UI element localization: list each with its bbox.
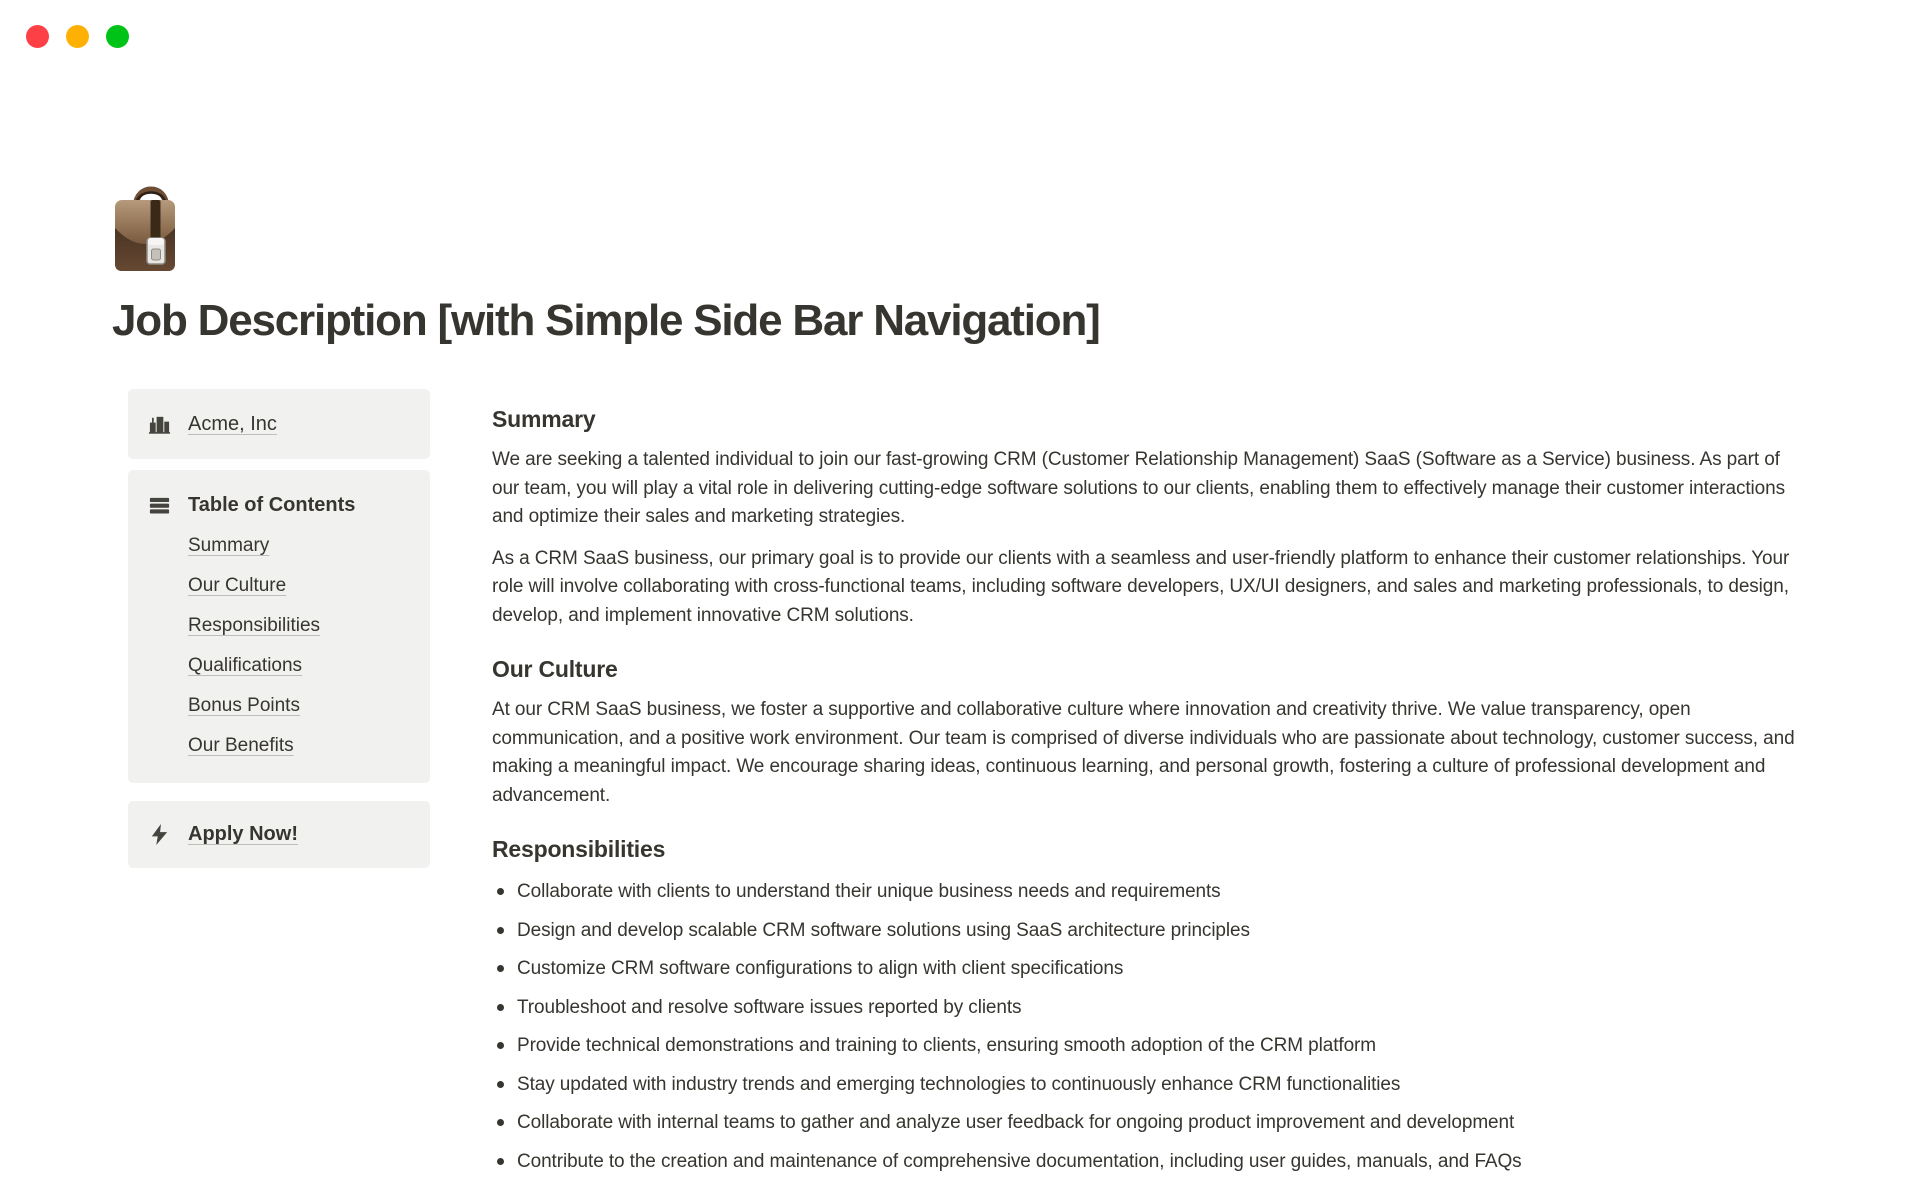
building-icon bbox=[148, 413, 171, 436]
section-heading: Our Culture bbox=[492, 656, 618, 682]
toc-link-our-benefits[interactable]: Our Benefits bbox=[188, 735, 294, 756]
lightning-icon bbox=[148, 823, 171, 846]
sidebar-block-company bbox=[128, 389, 430, 459]
minimize-button[interactable] bbox=[66, 25, 89, 48]
section-summary bbox=[492, 404, 1802, 630]
toc-heading: Table of Contents bbox=[188, 494, 356, 516]
bullet-icon bbox=[497, 888, 504, 895]
sidebar-link-company[interactable]: Acme, Inc bbox=[188, 412, 277, 435]
briefcase-icon[interactable] bbox=[114, 176, 176, 273]
sidebar-block-toc bbox=[128, 470, 430, 783]
section-heading: Summary bbox=[492, 406, 596, 432]
list-item: Customize CRM software configurations to align with client specifications bbox=[492, 955, 1802, 984]
toc-link-our-culture[interactable]: Our Culture bbox=[188, 575, 287, 596]
paragraph: As a CRM SaaS business, our primary goal is to provide our clients with a seamless and user-friendly platform to enhance their customer relationships. Your role will involve collaborating with cross-functional teams, including software developers, UX/UI designers, and sales and marketing professionals, to design, develop, and implement innovative CRM solutions. bbox=[492, 547, 1790, 626]
list-item: Collaborate with internal teams to gather and analyze user feedback for ongoing product improvement and development bbox=[492, 1109, 1802, 1138]
page-title: Job Description [with Simple Side Bar Navigation] bbox=[112, 296, 1100, 345]
bullet-icon bbox=[497, 965, 504, 972]
toc-link-summary[interactable]: Summary bbox=[188, 535, 270, 556]
toc-link-responsibilities[interactable]: Responsibilities bbox=[188, 615, 321, 636]
bullet-icon bbox=[497, 1081, 504, 1088]
list-item: Stay updated with industry trends and emerging technologies to continuously enhance CRM functionalities bbox=[492, 1071, 1802, 1100]
responsibilities-list bbox=[492, 878, 1802, 1176]
list-item: Collaborate with clients to understand their unique business needs and requirements bbox=[492, 878, 1802, 907]
sidebar bbox=[128, 389, 430, 868]
paragraph: At our CRM SaaS business, we foster a supportive and collaborative culture where innovation and creativity thrive. We value transparency, open communication, and a positive work environment. Our team is comprised of diverse individuals who are passionate about technology, customer success, and making a meaningful impact. We encourage sharing ideas, continuous learning, and personal growth, fostering a culture of professional development and advancement. bbox=[492, 699, 1795, 806]
toc-list-icon bbox=[148, 494, 171, 517]
toc-link-qualifications[interactable]: Qualifications bbox=[188, 655, 303, 676]
paragraph: We are seeking a talented individual to join our fast-growing CRM (Customer Relationship Management) SaaS (Software as a Service) business. As part of our team, you will play a vital role in delivering cutting-edge software solutions to our clients, enabling them to effectively manage their customer interactions and optimize their sales and marketing strategies. bbox=[492, 449, 1786, 527]
section-our-culture bbox=[492, 654, 1802, 810]
bullet-icon bbox=[497, 1042, 504, 1049]
document-page bbox=[110, 0, 1830, 1186]
list-item: Provide technical demonstrations and training to clients, ensuring smooth adoption of the CRM platform bbox=[492, 1032, 1802, 1061]
bullet-icon bbox=[497, 1004, 504, 1011]
main-content bbox=[492, 389, 1802, 1186]
list-item: Design and develop scalable CRM software solutions using SaaS architecture principles bbox=[492, 917, 1802, 946]
toc-link-bonus-points[interactable]: Bonus Points bbox=[188, 695, 300, 716]
toc-links bbox=[188, 534, 410, 757]
sidebar-link-apply[interactable]: Apply Now! bbox=[188, 823, 298, 845]
list-item: Troubleshoot and resolve software issues reported by clients bbox=[492, 994, 1802, 1023]
close-button[interactable] bbox=[26, 25, 49, 48]
section-heading: Responsibilities bbox=[492, 836, 666, 862]
bullet-icon bbox=[497, 1119, 504, 1126]
bullet-icon bbox=[497, 927, 504, 934]
sidebar-block-apply bbox=[128, 801, 430, 868]
bullet-icon bbox=[497, 1158, 504, 1165]
list-item: Contribute to the creation and maintenance of comprehensive documentation, including user guides, manuals, and FAQs bbox=[492, 1148, 1802, 1177]
section-responsibilities bbox=[492, 834, 1802, 1176]
